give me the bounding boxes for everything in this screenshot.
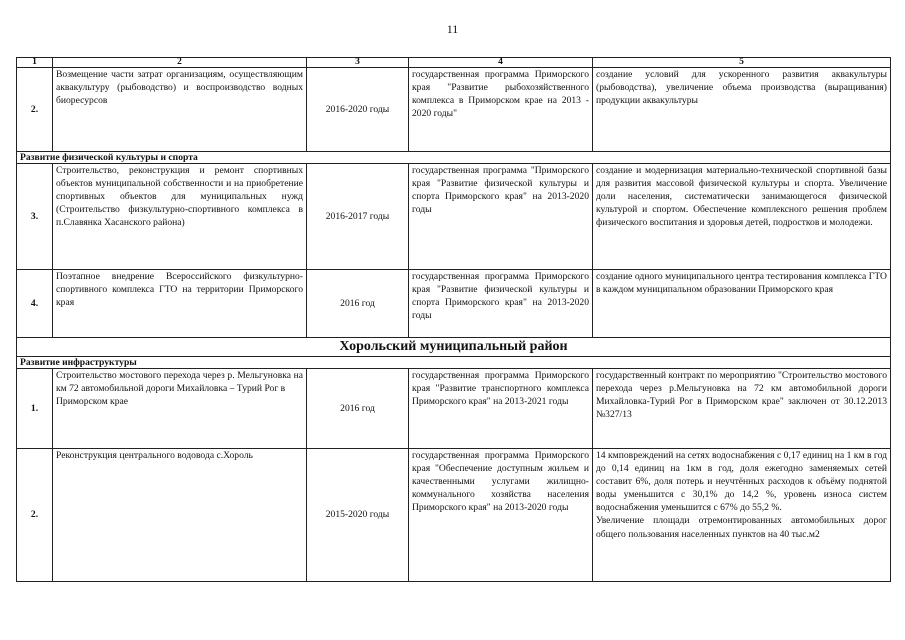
row-result: создание и модернизация материально-технической спортивной базы для развития массовой физической культуры и спорта. Увеличение доли населения, систематически занимающегося физической культурой и спортом. Обеспечение комплексного решения проблем физического воспитания и здоровья детей, подростков и молодежи.	[593, 164, 891, 270]
row-number: 4.	[17, 270, 53, 338]
row-measure	[53, 369, 307, 449]
row-result: создание условий для ускоренного развития аквакультуры (рыбоводства), увеличение объема производства (выращивания) продукции аквакультуры	[593, 68, 891, 152]
table-row	[17, 164, 891, 270]
header-row	[17, 58, 891, 68]
row-program: государственная программа "Приморского края "Развитие физической культуры и спорта Приморского края" на 2013-2020 годы	[409, 164, 593, 270]
section-header	[17, 152, 891, 164]
row-number: 1.	[17, 369, 53, 449]
header-col-4: 4	[409, 58, 593, 68]
row-number: 2.	[17, 68, 53, 152]
row-result-part2: Увеличение площади отремонтированных автомобильных дорог общего пользования населенных пунктов на 40 тыс.м2	[596, 515, 887, 540]
row-period: 2016-2017 годы	[307, 164, 409, 270]
row-number: 2.	[17, 449, 53, 582]
district-header	[17, 338, 891, 357]
row-period: 2016 год	[307, 369, 409, 449]
row-measure: Реконструкция центрального водовода с.Хороль	[53, 449, 307, 582]
row-measure: Строительство, реконструкция и ремонт спортивных объектов муниципальной собственности и на приобретение спортивных объектов для муниципальных нужд (Строительство физкультурно-спортивного комплекса в п.Славянка Хасанского района)	[53, 164, 307, 270]
row-measure-line2: Приморском крае	[56, 396, 129, 408]
table-row	[17, 369, 891, 449]
row-period: 2015-2020 годы	[307, 449, 409, 582]
table-row	[17, 449, 891, 582]
row-result-part1: 14 кмповреждений на сетях водоснабжения с 0,17 единиц на 1 км в год до 0,14 единиц на 1км в год, доля ежегодно заменяемых сетей составит 6%, доля потерь и неучтённых расходов к объёму поднятой воды уменьшится с 30,1% до 14,2 %, уровень износа систем водоснабжения уменьшится с 67% до 55,2 %.	[596, 450, 887, 514]
row-result: создание одного муниципального центра тестирования комплекса ГТО в каждом муниципальном образовании Приморского края	[593, 270, 891, 338]
table-row	[17, 68, 891, 152]
section-title-infra: Развитие инфраструктуры	[17, 357, 891, 369]
row-result: государственный контракт по мероприятию "Строительство мостового перехода через р.Мельгуновка на 72 км автомобильной дороги Михайловка-Турий Рог в Приморском крае" заключен от 30.12.2013 №327/13	[593, 369, 891, 449]
row-measure: Возмещение части затрат организациям, осуществляющим аквакультуру (рыбоводство) и воспроизводство водных биоресурсов	[53, 68, 307, 152]
section-header	[17, 357, 891, 369]
page-number: 11	[446, 22, 459, 36]
program-table	[16, 57, 891, 582]
row-program: государственная программа Приморского края "Развитие транспортного комплекса Приморского края" на 2013-2021 годы	[409, 369, 593, 449]
district-title: Хорольский муниципальный район	[17, 338, 891, 357]
section-title-sport: Развитие физической культуры и спорта	[17, 152, 891, 164]
row-period: 2016 год	[307, 270, 409, 338]
row-number: 3.	[17, 164, 53, 270]
row-period: 2016-2020 годы	[307, 68, 409, 152]
row-result	[593, 449, 891, 582]
row-program: государственная программа Приморского края "Обеспечение доступным жильем и качественными услугами жилищно-коммунального хозяйства населения Приморского края" на 2013-2020 годы	[409, 449, 593, 582]
row-program: государственная программа Приморского края "Развитие физической культуры и спорта Приморского края" на 2013-2020 годы	[409, 270, 593, 338]
header-col-5: 5	[593, 58, 891, 68]
row-measure-line1: Строительство мостового перехода через р. Мельгуновка на км 72 автомобильной дороги Михайловка – Турий Рог в	[56, 370, 303, 395]
header-col-1: 1	[17, 58, 53, 68]
row-measure: Поэтапное внедрение Всероссийского физкультурно-спортивного комплекса ГТО на территории Приморского края	[53, 270, 307, 338]
table-row	[17, 270, 891, 338]
row-program: государственная программа Приморского края "Развитие рыбохозяйственного комплекса в Приморском крае на 2013 - 2020 годы"	[409, 68, 593, 152]
header-col-3: 3	[307, 58, 409, 68]
header-col-2: 2	[53, 58, 307, 68]
